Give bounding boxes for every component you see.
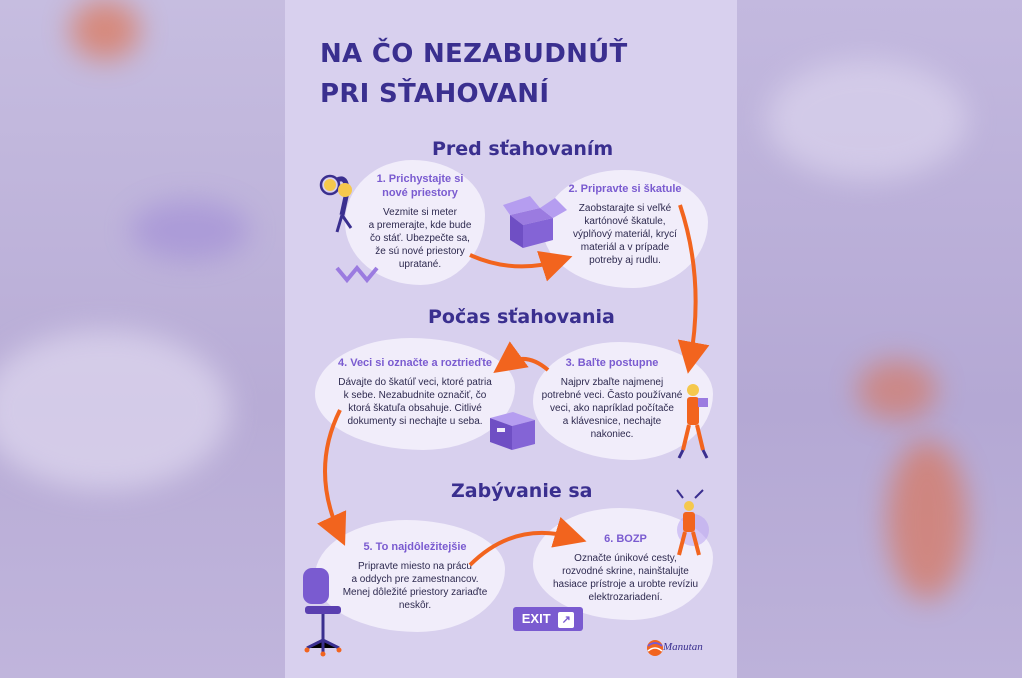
step-3-line: veci, ako napríklad počítače [550,403,674,414]
running-man-icon: ↗ [558,612,574,628]
step-6-line: hasiace prístroje a urobte revíziu [552,579,699,590]
title-line-1: NA ČO NEZABUDNÚŤ [320,39,628,69]
illustrations-layer [285,0,737,678]
section-settling: Zabývanie sa [451,480,593,502]
step-3-line: nakoniec. [590,429,634,440]
step-5-line: a oddych pre zamestnancov. [351,574,479,585]
step-3-title: 3. Baľte postupne [565,357,659,369]
step-3-line: Najprv zbaľte najmenej [560,377,664,388]
blurred-background-right [737,0,1022,678]
step-5-line: Pripravte miesto na prácu [358,561,472,572]
step-1-line: upratané. [398,259,442,270]
dancing-person-icon [677,490,709,555]
section-before: Pred sťahovaním [432,138,614,160]
step-6-title: 6. BOZP [604,533,647,545]
step-6-line: Označte únikové cesty, [574,553,677,564]
step-2-line: výplňový materiál, krycí [573,229,677,240]
step-2-title: 2. Pripravte si škatule [568,183,682,195]
step-5-title: 5. To najdôležitejšie [363,541,467,553]
step-6-line: elektrozariadení. [588,592,663,603]
infographic-poster [285,0,737,678]
step-1-line: čo stáť. Ubezpečte sa, [370,233,470,244]
step-2-line: potreby aj rudlu. [589,255,661,266]
step-5-line: Menej dôležité priestory zariaďte [342,587,488,598]
step-1-title: 1. Prichystajte si [376,173,464,185]
section-during: Počas sťahovania [428,306,615,328]
step-3-line: a klávesnice, nechajte [562,416,662,427]
step-3-line: potrebné veci. Často používané [541,390,683,401]
step-4-line: Dávajte do škatúľ veci, ktoré patria [338,377,492,388]
arrow-3-to-4 [503,359,548,370]
arrow-4-to-5 [325,410,340,535]
step-4-title: 4. Veci si označte a roztrieďte [337,357,493,369]
mover-with-boxes-icon [679,384,708,458]
exit-label: EXIT [521,611,551,626]
person-with-magnifier-icon [321,176,377,280]
open-box-icon [503,196,567,248]
step-2-line: materiál a v prípade [580,242,670,253]
office-chair-icon [303,568,342,657]
step-4-line: k sebe. Nezabudnite označiť, čo [343,390,487,401]
step-6-line: rozvodné skrine, nainštalujte [562,566,689,577]
arrow-1-to-2 [470,255,561,266]
title-line-2: PRI SŤAHOVANÍ [320,79,550,109]
step-1-title-2: nové priestory [382,187,458,199]
step-1-line: Vezmite si meter [383,207,457,218]
step-1-line: a premerajte, kde bude [368,220,472,231]
closed-box-icon [490,412,535,450]
brand-name: Manutan [663,641,703,653]
arrow-2-to-3 [680,205,696,362]
step-2-line: kartónové škatule, [584,216,666,227]
step-4-line: dokumenty si nechajte u seba. [347,416,483,427]
exit-sign-icon [513,607,583,631]
arrow-5-to-6 [470,533,575,565]
step-5-line: neskôr. [398,600,432,611]
step-4-line: ktorá škatuľa obsahuje. Citlivé [348,403,482,414]
blurred-background-left [0,0,285,678]
step-2-line: Zaobstarajte si veľké [578,203,672,214]
manutan-logo-icon [647,640,663,656]
step-1-line: že sú nové priestory [375,246,465,257]
